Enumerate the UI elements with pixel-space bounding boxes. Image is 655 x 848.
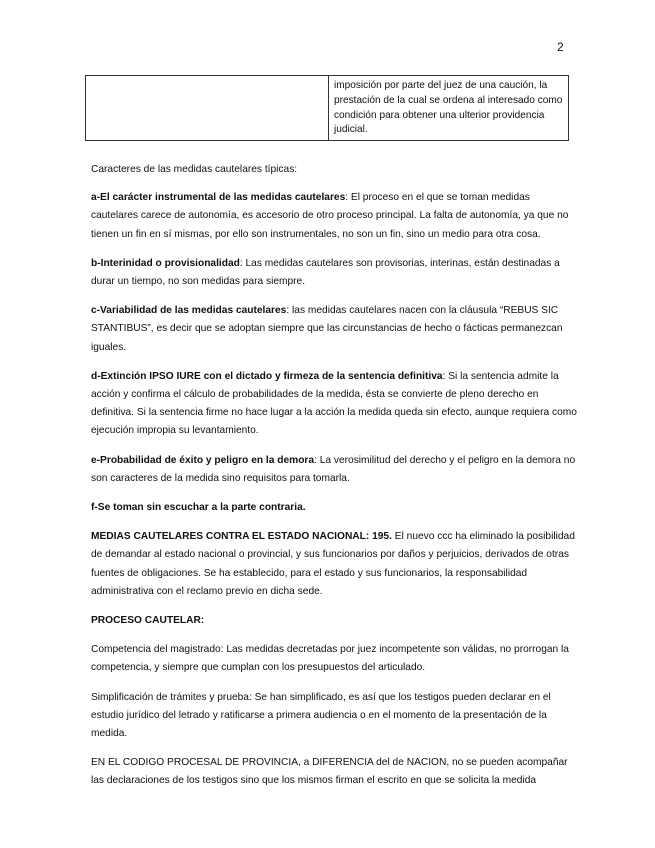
table-cell-left	[86, 76, 329, 141]
document-body	[91, 161, 577, 802]
table-row	[86, 76, 569, 141]
characteristic-paragraph-b	[91, 255, 577, 291]
codigo-procesal-paragraph: EN EL CODIGO PROCESAL DE PROVINCIA, a DIFERENCIA del de NACION, no se pueden acompañar las declaraciones de los testigos sino que los mismos firman el escrito en que se solicita la medida	[91, 757, 568, 787]
characteristic-heading: e-Probabilidad de éxito y peligro en la demora	[91, 454, 315, 466]
estado-nacional-paragraph	[91, 528, 577, 601]
estado-nacional-heading: MEDIAS CAUTELARES CONTRA EL ESTADO NACIONAL: 195.	[91, 531, 392, 543]
simplificacion-paragraph: Simplificación de trámites y prueba: Se han simplificado, es así que los testigos pueden declarar en el estudio jurídico del letrado y ratificarse a primera audiencia o en el momento de la presentación de la medida.	[91, 691, 551, 740]
characteristic-paragraph-e	[91, 452, 577, 488]
characteristic-text: : La verosimilitud del derecho y el peligro en la demora no son caracteres de la medida sino requisitos para tomarla.	[91, 454, 576, 484]
proceso-cautelar-title	[91, 612, 577, 630]
page-number: 2	[557, 40, 564, 54]
characteristic-paragraph-c	[91, 302, 577, 357]
section-title: Caracteres de las medidas cautelares típicas:	[91, 164, 298, 175]
characteristic-heading: c-Variabilidad de las medidas cautelares	[91, 305, 287, 317]
continued-table	[85, 75, 569, 141]
proceso-cautelar-heading: PROCESO CAUTELAR:	[91, 615, 205, 627]
characteristic-heading: f-Se toman sin escuchar a la parte contraria.	[91, 502, 306, 514]
characteristic-paragraph-f	[91, 499, 577, 517]
characteristic-paragraph-d	[91, 368, 577, 441]
characteristic-text: : El proceso en el que se toman medidas cautelares carece de autonomía, es accesorio de otro proceso principal. La falta de autonomía, ya que no tienen un fin en sí mismas, por ello son instrumentales, no son un fin, sino un medio para otra cosa.	[91, 192, 569, 240]
characteristic-paragraph-a	[91, 189, 577, 244]
competencia-paragraph: Competencia del magistrado: Las medidas decretadas por juez incompetente son válidas, no prorrogan la competencia, y siempre que cumplan con los presupuestos del articulado.	[91, 644, 569, 674]
characteristic-text: : las medidas cautelares nacen con la cláusula “REBUS SIC STANTIBUS”, es decir que se adoptan siempre que las circunstancias de hecho o fácticas permanezcan iguales.	[91, 305, 563, 353]
characteristic-heading: d-Extinción IPSO IURE con el dictado y firmeza de la sentencia definitiva	[91, 370, 443, 382]
estado-nacional-text: El nuevo ccc ha eliminado la posibilidad de demandar al estado nacional o provincial, y sus funcionarios por daños y perjuicios, derivados de otras fuentes de obligaciones. Se ha establecido, para el estado y sus funcionarios, la responsabilidad administrativa con el reclamo previo en dicha sede.	[91, 531, 575, 597]
table-cell-right: imposición por parte del juez de una caución, la prestación de la cual se ordena al interesado como condición para obtener una ulterior providencia judicial.	[329, 76, 569, 141]
characteristic-heading: b-Interinidad o provisionalidad	[91, 257, 240, 269]
characteristic-text: : Las medidas cautelares son provisorias, interinas, están destinadas a durar un tiempo, no son medidas para siempre.	[91, 257, 560, 288]
characteristic-heading: a-El carácter instrumental de las medidas cautelares	[91, 192, 346, 204]
characteristic-text: : Si la sentencia admite la acción y confirma el cálculo de probabilidades de la medida, ésta se convierte de pleno derecho en definitiva. Si la sentencia firme no hace lugar a la acción la medida queda sin efecto, aunque requiera como ejecución impropia su levantamiento.	[91, 370, 577, 437]
